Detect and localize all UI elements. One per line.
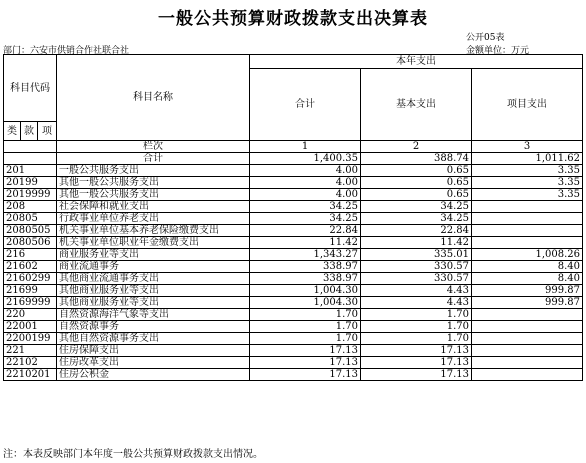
amount-project <box>472 357 583 369</box>
amount-total: 17.13 <box>250 369 361 381</box>
amount-basic: 1.70 <box>361 309 472 321</box>
header-total: 合计 <box>250 69 361 141</box>
table-row <box>4 285 583 297</box>
amount-total: 1.70 <box>250 321 361 333</box>
subject-name: 其他一般公共服务支出 <box>57 177 250 189</box>
subject-name: 其他商业流通事务支出 <box>57 273 250 285</box>
unit-label: 金额单位：万元 <box>466 46 530 56</box>
subject-code: 2160299 <box>4 273 57 285</box>
table-row <box>4 345 583 357</box>
amount-basic: 1.70 <box>361 333 472 345</box>
amount-total: 4.00 <box>250 177 361 189</box>
amount-basic: 34.25 <box>361 213 472 225</box>
amount-total: 22.84 <box>250 225 361 237</box>
amount-project <box>472 309 583 321</box>
amount-basic: 0.65 <box>361 177 472 189</box>
amount-basic: 22.84 <box>361 225 472 237</box>
report-title: 一般公共预算财政拨款支出决算表 <box>158 9 428 29</box>
subject-code: 20805 <box>4 213 57 225</box>
amount-total: 1,004.30 <box>250 297 361 309</box>
amount-total: 1.70 <box>250 333 361 345</box>
table-row <box>4 261 583 273</box>
amount-basic: 17.13 <box>361 357 472 369</box>
subject-code: 22001 <box>4 321 57 333</box>
header-project: 项目支出 <box>472 69 583 141</box>
subject-code: 2019999 <box>4 189 57 201</box>
table-row <box>4 177 583 189</box>
amount-basic: 4.43 <box>361 297 472 309</box>
amount-total: 17.13 <box>250 357 361 369</box>
amount-project: 8.40 <box>472 273 583 285</box>
subject-code: 21699 <box>4 285 57 297</box>
amount-basic: 17.13 <box>361 345 472 357</box>
header-xiang: 项 <box>38 122 57 141</box>
subject-code: 2080505 <box>4 225 57 237</box>
subject-name: 其他自然资源事务支出 <box>57 333 250 345</box>
subject-code: 216 <box>4 249 57 261</box>
subject-name: 机关事业单位基本养老保险缴费支出 <box>57 225 250 237</box>
table-row <box>4 357 583 369</box>
table-row <box>4 321 583 333</box>
amount-project <box>472 333 583 345</box>
header-code: 科目代码 <box>4 55 57 122</box>
subject-code: 20199 <box>4 177 57 189</box>
amount-project: 3.35 <box>472 165 583 177</box>
amount-total: 11.42 <box>250 237 361 249</box>
subject-name: 一般公共服务支出 <box>57 165 250 177</box>
amount-basic: 34.25 <box>361 201 472 213</box>
amount-project: 999.87 <box>472 285 583 297</box>
subject-name: 社会保障和就业支出 <box>57 201 250 213</box>
amount-basic: 1.70 <box>361 321 472 333</box>
header-basic: 基本支出 <box>361 69 472 141</box>
subject-name: 住房改革支出 <box>57 357 250 369</box>
table-row <box>4 297 583 309</box>
amount-total: 338.97 <box>250 261 361 273</box>
subject-code: 220 <box>4 309 57 321</box>
amount-basic: 330.57 <box>361 261 472 273</box>
subject-name: 机关事业单位职业年金缴费支出 <box>57 237 250 249</box>
header-lei: 类 <box>4 122 21 141</box>
total-label: 合计 <box>57 153 250 165</box>
subject-code: 2080506 <box>4 237 57 249</box>
subject-code: 2169999 <box>4 297 57 309</box>
amount-total: 4.00 <box>250 165 361 177</box>
subject-name: 住房公积金 <box>57 369 250 381</box>
footnote: 注：本表反映部门本年度一般公共预算财政拨款支出情况。 <box>3 449 263 460</box>
subject-code: 221 <box>4 345 57 357</box>
table-row <box>4 333 583 345</box>
table-row <box>4 201 583 213</box>
department-label: 部门：六安市供销合作社联合社 <box>3 46 130 56</box>
amount-total: 1.70 <box>250 309 361 321</box>
table-row <box>4 369 583 381</box>
amount-project <box>472 225 583 237</box>
table-row <box>4 165 583 177</box>
table-row <box>4 249 583 261</box>
subject-name: 其他商业服务业等支出 <box>57 297 250 309</box>
amount-total: 34.25 <box>250 201 361 213</box>
amount-project <box>472 213 583 225</box>
amount-basic: 17.13 <box>361 369 472 381</box>
header-row-1 <box>4 55 583 69</box>
subject-code: 22102 <box>4 357 57 369</box>
subject-name: 行政事业单位养老支出 <box>57 213 250 225</box>
header-kuan: 款 <box>21 122 38 141</box>
total-project: 1,011.62 <box>472 153 583 165</box>
subject-name: 商业服务业等支出 <box>57 249 250 261</box>
column-number-1: 1 <box>250 141 361 153</box>
column-number-row <box>4 141 583 153</box>
amount-project: 999.87 <box>472 297 583 309</box>
amount-project <box>472 201 583 213</box>
header-current-year: 本年支出 <box>250 55 583 69</box>
amount-project: 3.35 <box>472 177 583 189</box>
subject-code: 21602 <box>4 261 57 273</box>
amount-project <box>472 345 583 357</box>
total-basic: 388.74 <box>361 153 472 165</box>
column-number-label: 栏次 <box>57 141 250 153</box>
amount-basic: 11.42 <box>361 237 472 249</box>
expenditure-table <box>3 54 583 381</box>
subject-name: 自然资源事务 <box>57 321 250 333</box>
amount-total: 34.25 <box>250 213 361 225</box>
subject-code: 2200199 <box>4 333 57 345</box>
table-row <box>4 225 583 237</box>
subject-name: 商业流通事务 <box>57 261 250 273</box>
amount-project <box>472 369 583 381</box>
column-number-3: 3 <box>472 141 583 153</box>
table-row <box>4 309 583 321</box>
form-code: 公开05表 <box>466 33 505 43</box>
amount-basic: 4.43 <box>361 285 472 297</box>
total-amount: 1,400.35 <box>250 153 361 165</box>
total-row <box>4 153 583 165</box>
amount-total: 4.00 <box>250 189 361 201</box>
amount-basic: 0.65 <box>361 165 472 177</box>
amount-total: 1,004.30 <box>250 285 361 297</box>
subject-name: 住房保障支出 <box>57 345 250 357</box>
amount-project <box>472 321 583 333</box>
amount-project: 1,008.26 <box>472 249 583 261</box>
table-row <box>4 273 583 285</box>
subject-name: 自然资源海洋气象等支出 <box>57 309 250 321</box>
amount-total: 338.97 <box>250 273 361 285</box>
table-row <box>4 213 583 225</box>
subject-code: 201 <box>4 165 57 177</box>
amount-project: 8.40 <box>472 261 583 273</box>
subject-name: 其他商业服务业等支出 <box>57 285 250 297</box>
amount-total: 1,343.27 <box>250 249 361 261</box>
amount-project <box>472 237 583 249</box>
amount-total: 17.13 <box>250 345 361 357</box>
table-row <box>4 237 583 249</box>
subject-code: 208 <box>4 201 57 213</box>
table-row <box>4 189 583 201</box>
subject-code: 2210201 <box>4 369 57 381</box>
amount-basic: 335.01 <box>361 249 472 261</box>
amount-project: 3.35 <box>472 189 583 201</box>
subject-name: 其他一般公共服务支出 <box>57 189 250 201</box>
column-number-2: 2 <box>361 141 472 153</box>
amount-basic: 0.65 <box>361 189 472 201</box>
header-name: 科目名称 <box>57 55 250 141</box>
amount-basic: 330.57 <box>361 273 472 285</box>
